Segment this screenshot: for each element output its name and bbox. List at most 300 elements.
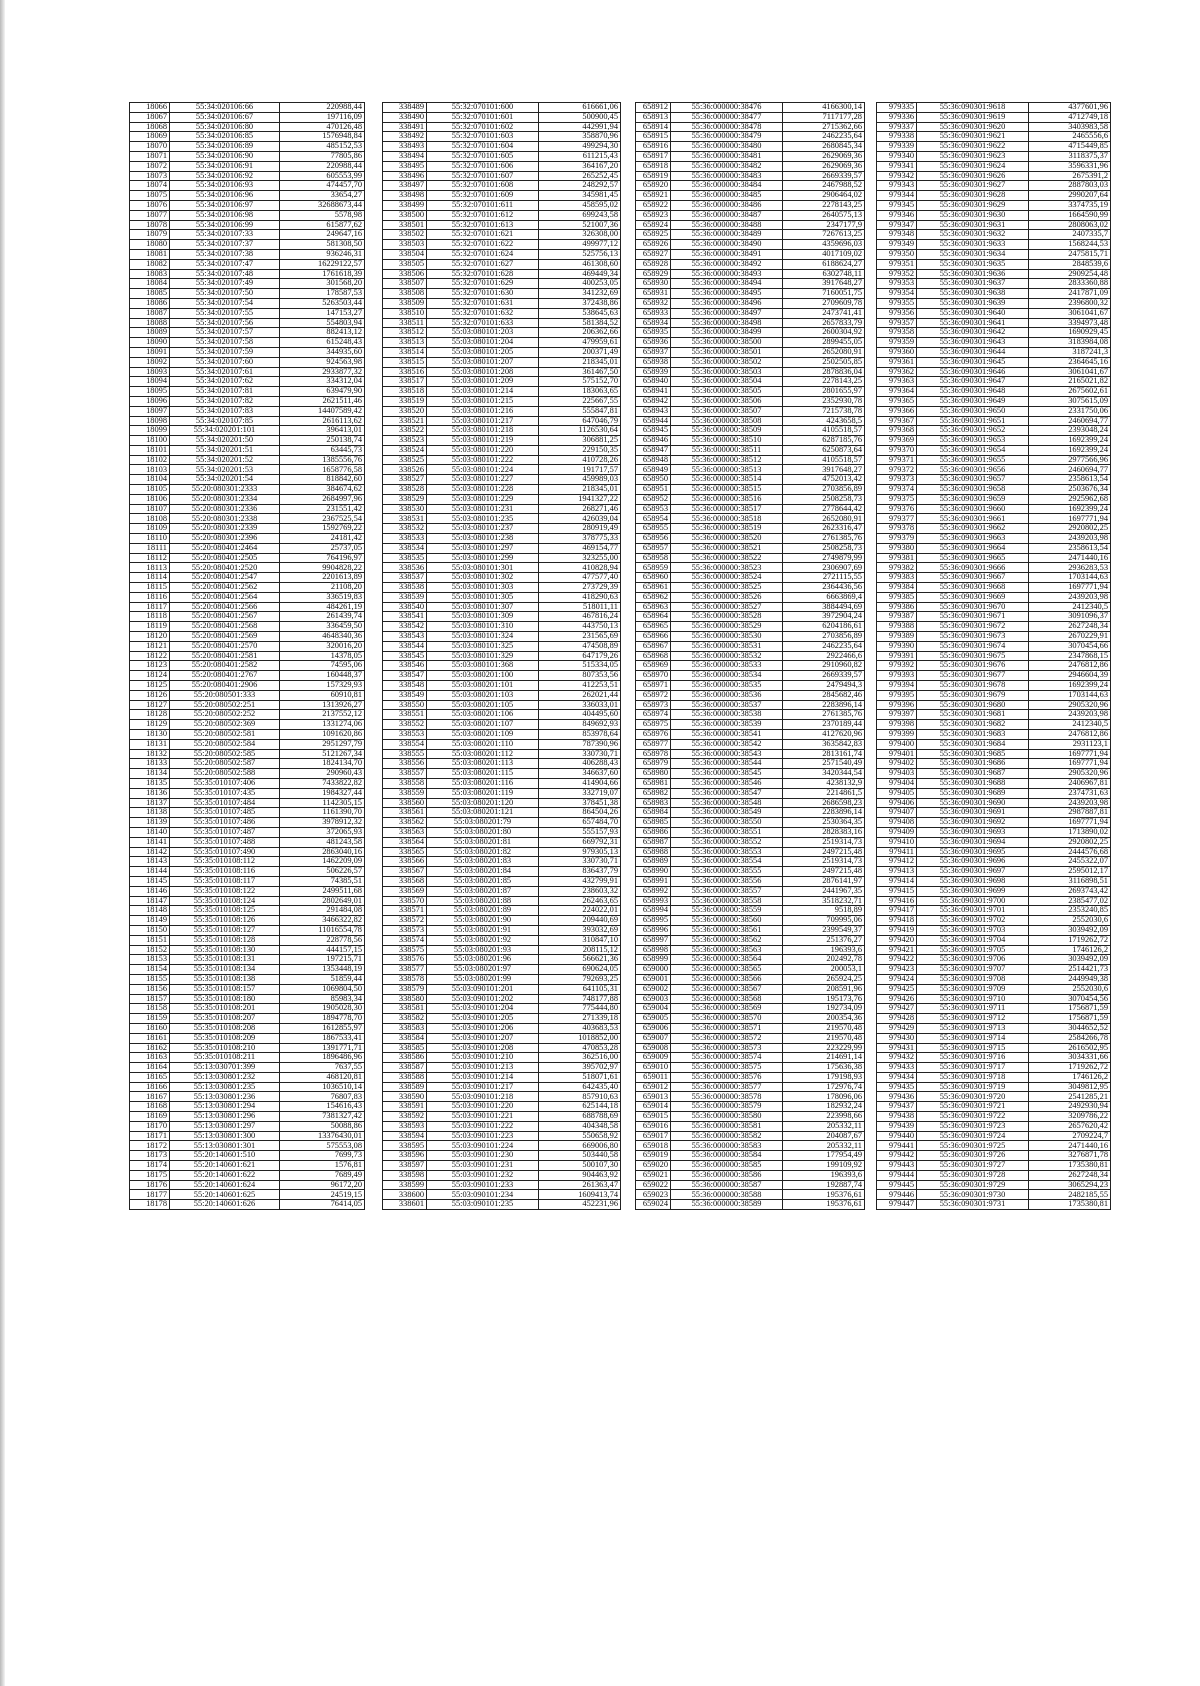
cadastral-number: 55:03:080201:87	[427, 886, 539, 896]
cadastral-number: 55:03:090101:230	[427, 1151, 539, 1161]
table-row	[383, 984, 621, 994]
cadastral-number: 55:03:080101:205	[427, 347, 539, 357]
table-row	[877, 935, 1111, 945]
cadastral-number: 55:36:000000:38539	[671, 720, 783, 730]
cadastral-value: 301568,20	[280, 279, 365, 289]
row-number: 659009	[636, 1053, 671, 1063]
row-number: 18135	[130, 778, 170, 788]
table-row	[636, 367, 865, 377]
table-row	[383, 279, 621, 289]
cadastral-number: 55:34:020107:33	[170, 230, 280, 240]
cadastral-number: 55:34:020201:52	[170, 455, 280, 465]
cadastral-number: 55:36:090301:9694	[917, 837, 1029, 847]
table-row	[636, 837, 865, 847]
row-number: 18124	[130, 671, 170, 681]
cadastral-value: 2675602,61	[1029, 387, 1111, 397]
row-number: 658979	[636, 759, 671, 769]
table-row	[877, 925, 1111, 935]
row-number: 338497	[383, 181, 427, 191]
cadastral-value: 7117177,28	[783, 112, 865, 122]
cadastral-number: 55:36:090301:9626	[917, 171, 1029, 181]
row-number: 979406	[877, 798, 917, 808]
table-row	[877, 1072, 1111, 1082]
cadastral-value: 192734,09	[783, 1004, 865, 1014]
row-number: 338510	[383, 308, 427, 318]
cadastral-number: 55:36:000000:38513	[671, 465, 783, 475]
row-number: 659024	[636, 1200, 671, 1210]
table-row	[636, 220, 865, 230]
cadastral-value: 2670229,91	[1029, 632, 1111, 642]
row-number: 658928	[636, 259, 671, 269]
row-number: 18159	[130, 1014, 170, 1024]
table-row	[130, 808, 365, 818]
table-row	[877, 200, 1111, 210]
table-row	[877, 1092, 1111, 1102]
cadastral-value: 2931123,1	[1029, 739, 1111, 749]
table-row	[877, 955, 1111, 965]
row-number: 338598	[383, 1170, 427, 1180]
cadastral-number: 55:36:000000:38535	[671, 681, 783, 691]
row-number: 338518	[383, 387, 427, 397]
cadastral-value: 4166300,14	[783, 103, 865, 113]
cadastral-number: 55:36:000000:38528	[671, 612, 783, 622]
row-number: 979364	[877, 387, 917, 397]
row-number: 18085	[130, 289, 170, 299]
row-number: 979434	[877, 1072, 917, 1082]
cadastral-value: 404348,58	[539, 1121, 621, 1131]
cadastral-number: 55:36:000000:38492	[671, 259, 783, 269]
table-row	[877, 818, 1111, 828]
cadastral-number: 55:34:020106:97	[170, 200, 280, 210]
table-row	[130, 1141, 365, 1151]
table-row	[383, 847, 621, 857]
cadastral-value: 1756871,59	[1029, 1004, 1111, 1014]
cadastral-number: 55:34:020106:90	[170, 151, 280, 161]
table-row	[877, 1112, 1111, 1122]
table-row	[636, 161, 865, 171]
row-number: 979338	[877, 132, 917, 142]
row-number: 18088	[130, 318, 170, 328]
cadastral-number: 55:36:000000:38531	[671, 641, 783, 651]
row-number: 658925	[636, 230, 671, 240]
cadastral-number: 55:32:070101:621	[427, 230, 539, 240]
cadastral-number: 55:36:090301:9668	[917, 583, 1029, 593]
row-number: 979367	[877, 416, 917, 426]
row-number: 658960	[636, 573, 671, 583]
cadastral-value: 2412340,5	[1029, 602, 1111, 612]
cadastral-number: 55:36:000000:38477	[671, 112, 783, 122]
row-number: 18095	[130, 387, 170, 397]
table-row	[636, 612, 865, 622]
cadastral-number: 55:35:010107:485	[170, 808, 280, 818]
table-row	[636, 534, 865, 544]
row-number: 338499	[383, 200, 427, 210]
row-number: 979420	[877, 935, 917, 945]
cadastral-value: 2657620,42	[1029, 1121, 1111, 1131]
cadastral-value: 481243,58	[280, 837, 365, 847]
cadastral-value: 209440,69	[539, 916, 621, 926]
cadastral-value: 442991,94	[539, 122, 621, 132]
cadastral-value: 3044652,52	[1029, 1023, 1111, 1033]
table-row	[130, 573, 365, 583]
cadastral-value: 2616113,62	[280, 416, 365, 426]
row-number: 659013	[636, 1092, 671, 1102]
cadastral-value: 2358613,54	[1029, 475, 1111, 485]
row-number: 18148	[130, 906, 170, 916]
cadastral-number: 55:36:000000:38525	[671, 583, 783, 593]
table-row	[383, 916, 621, 926]
cadastral-number: 55:36:090301:9667	[917, 573, 1029, 583]
cadastral-value: 2364645,16	[1029, 357, 1111, 367]
table-row	[636, 700, 865, 710]
cadastral-number: 55:36:000000:38479	[671, 132, 783, 142]
table-row	[383, 416, 621, 426]
cadastral-number: 55:03:080201:110	[427, 739, 539, 749]
cadastral-number: 55:20:140601:622	[170, 1170, 280, 1180]
table-row	[636, 396, 865, 406]
cadastral-number: 55:36:000000:38484	[671, 181, 783, 191]
table-row	[877, 318, 1111, 328]
row-number: 979372	[877, 465, 917, 475]
cadastral-number: 55:03:090101:234	[427, 1190, 539, 1200]
table-row	[636, 681, 865, 691]
cadastral-value: 2703856,89	[783, 485, 865, 495]
cadastral-value: 2652080,91	[783, 347, 865, 357]
cadastral-number: 55:36:000000:38495	[671, 289, 783, 299]
cadastral-value: 24519,15	[280, 1190, 365, 1200]
cadastral-number: 55:36:000000:38529	[671, 622, 783, 632]
cadastral-value: 414904,66	[539, 778, 621, 788]
table-row	[383, 485, 621, 495]
row-number: 658973	[636, 700, 671, 710]
cadastral-number: 55:36:000000:38543	[671, 749, 783, 759]
table-row	[383, 818, 621, 828]
row-number: 659023	[636, 1190, 671, 1200]
table-row	[383, 681, 621, 691]
table-row	[877, 220, 1111, 230]
row-number: 18076	[130, 200, 170, 210]
cadastral-number: 55:36:000000:38536	[671, 690, 783, 700]
cadastral-number: 55:20:140601:626	[170, 1200, 280, 1210]
cadastral-value: 2519314,73	[783, 837, 865, 847]
table-row	[383, 426, 621, 436]
cadastral-number: 55:34:020107:82	[170, 396, 280, 406]
row-number: 338553	[383, 730, 427, 740]
table-row	[636, 955, 865, 965]
table-row	[130, 112, 365, 122]
table-row	[877, 1141, 1111, 1151]
row-number: 338517	[383, 377, 427, 387]
row-number: 979336	[877, 112, 917, 122]
row-number: 979350	[877, 249, 917, 259]
cadastral-number: 55:36:090301:9693	[917, 827, 1029, 837]
row-number: 658986	[636, 827, 671, 837]
cadastral-value: 2444576,68	[1029, 847, 1111, 857]
cadastral-value: 76414,05	[280, 1200, 365, 1210]
cadastral-number: 55:36:090301:9730	[917, 1190, 1029, 1200]
table-row	[877, 876, 1111, 886]
table-row	[636, 1072, 865, 1082]
cadastral-value: 183063,65	[539, 387, 621, 397]
cadastral-value: 202492,78	[783, 955, 865, 965]
row-number: 18170	[130, 1121, 170, 1131]
row-number: 18114	[130, 573, 170, 583]
table-row	[877, 387, 1111, 397]
cadastral-value: 550658,92	[539, 1131, 621, 1141]
cadastral-value: 229150,35	[539, 445, 621, 455]
row-number: 18093	[130, 367, 170, 377]
registry-table-column-1	[129, 102, 365, 1210]
cadastral-value: 709995,06	[783, 916, 865, 926]
row-number: 338571	[383, 906, 427, 916]
cadastral-number: 55:36:090301:9689	[917, 788, 1029, 798]
table-row	[383, 171, 621, 181]
cadastral-value: 24181,42	[280, 534, 365, 544]
table-row	[130, 1161, 365, 1171]
table-row	[383, 945, 621, 955]
cadastral-number: 55:36:000000:38497	[671, 308, 783, 318]
cadastral-value: 74595,06	[280, 661, 365, 671]
row-number: 658971	[636, 681, 671, 691]
row-number: 658998	[636, 945, 671, 955]
table-row	[636, 906, 865, 916]
cadastral-number: 55:35:010108:208	[170, 1023, 280, 1033]
row-number: 658974	[636, 710, 671, 720]
cadastral-number: 55:03:080101:302	[427, 573, 539, 583]
row-number: 658931	[636, 289, 671, 299]
cadastral-number: 55:03:080201:93	[427, 945, 539, 955]
cadastral-number: 55:36:000000:38504	[671, 377, 783, 387]
cadastral-number: 55:35:010108:209	[170, 1033, 280, 1043]
table-row	[383, 1023, 621, 1033]
table-row	[383, 455, 621, 465]
table-row	[383, 191, 621, 201]
row-number: 338593	[383, 1121, 427, 1131]
row-number: 659001	[636, 974, 671, 984]
row-number: 18067	[130, 112, 170, 122]
row-number: 338552	[383, 720, 427, 730]
cadastral-number: 55:03:080101:303	[427, 583, 539, 593]
table-row	[636, 151, 865, 161]
table-row	[877, 210, 1111, 220]
cadastral-value: 195173,76	[783, 994, 865, 1004]
row-number: 979382	[877, 563, 917, 573]
row-number: 658985	[636, 818, 671, 828]
table-row	[130, 465, 365, 475]
row-number: 18158	[130, 1004, 170, 1014]
table-row	[130, 1170, 365, 1180]
table-row	[636, 357, 865, 367]
table-row	[636, 651, 865, 661]
row-number: 979351	[877, 259, 917, 269]
cadastral-value: 3884494,69	[783, 602, 865, 612]
cadastral-value: 2214861,5	[783, 788, 865, 798]
table-row	[636, 847, 865, 857]
row-number: 979424	[877, 974, 917, 984]
row-number: 18162	[130, 1043, 170, 1053]
cadastral-number: 55:36:000000:38546	[671, 778, 783, 788]
cadastral-value: 2530364,35	[783, 818, 865, 828]
cadastral-number: 55:35:010107:486	[170, 818, 280, 828]
cadastral-value: 669006,80	[539, 1141, 621, 1151]
cadastral-number: 55:35:010108:112	[170, 857, 280, 867]
cadastral-value: 290960,43	[280, 769, 365, 779]
cadastral-number: 55:34:020107:62	[170, 377, 280, 387]
cadastral-number: 55:03:080101:208	[427, 367, 539, 377]
cadastral-number: 55:34:020201:101	[170, 426, 280, 436]
table-row	[636, 739, 865, 749]
row-number: 979408	[877, 818, 917, 828]
row-number: 338511	[383, 318, 427, 328]
cadastral-value: 2352930,78	[783, 396, 865, 406]
row-number: 979440	[877, 1131, 917, 1141]
cadastral-number: 55:36:090301:9727	[917, 1161, 1029, 1171]
table-row	[130, 1112, 365, 1122]
table-row	[383, 1014, 621, 1024]
cadastral-value: 2887803,03	[1029, 181, 1111, 191]
cadastral-number: 55:35:010108:210	[170, 1043, 280, 1053]
cadastral-number: 55:36:090301:9633	[917, 240, 1029, 250]
cadastral-number: 55:03:080101:228	[427, 485, 539, 495]
table-row	[130, 504, 365, 514]
table-row	[636, 896, 865, 906]
table-row	[877, 837, 1111, 847]
table-row	[636, 1151, 865, 1161]
row-number: 18131	[130, 739, 170, 749]
cadastral-number: 55:20:080401:2767	[170, 671, 280, 681]
cadastral-value: 214691,14	[783, 1053, 865, 1063]
cadastral-value: 2905320,96	[1029, 700, 1111, 710]
table-row	[130, 191, 365, 201]
table-row	[636, 974, 865, 984]
cadastral-number: 55:36:090301:9685	[917, 749, 1029, 759]
row-number: 658962	[636, 592, 671, 602]
cadastral-value: 458595,02	[539, 200, 621, 210]
row-number: 338531	[383, 514, 427, 524]
row-number: 979360	[877, 347, 917, 357]
cadastral-value: 904463,92	[539, 1170, 621, 1180]
cadastral-value: 2417871,09	[1029, 289, 1111, 299]
row-number: 338524	[383, 445, 427, 455]
row-number: 658954	[636, 514, 671, 524]
cadastral-number: 55:36:090301:9683	[917, 730, 1029, 740]
cadastral-value: 1036510,14	[280, 1082, 365, 1092]
row-number: 979374	[877, 485, 917, 495]
cadastral-value: 4105518,57	[783, 455, 865, 465]
cadastral-number: 55:36:090301:9642	[917, 328, 1029, 338]
cadastral-value: 406288,43	[539, 759, 621, 769]
table-row	[636, 230, 865, 240]
table-row	[383, 1200, 621, 1210]
cadastral-number: 55:36:090301:9703	[917, 925, 1029, 935]
table-row	[636, 641, 865, 651]
cadastral-value: 2652080,91	[783, 514, 865, 524]
row-number: 338550	[383, 700, 427, 710]
cadastral-number: 55:36:000000:38549	[671, 808, 783, 818]
cadastral-value: 177954,49	[783, 1151, 865, 1161]
row-number: 979396	[877, 700, 917, 710]
cadastral-value: 1746126,2	[1029, 945, 1111, 955]
table-row	[130, 181, 365, 191]
cadastral-value: 2475815,71	[1029, 249, 1111, 259]
cadastral-number: 55:03:090101:233	[427, 1180, 539, 1190]
cadastral-value: 1568244,53	[1029, 240, 1111, 250]
row-number: 658930	[636, 279, 671, 289]
row-number: 979423	[877, 965, 917, 975]
cadastral-value: 2629069,36	[783, 161, 865, 171]
table-row	[877, 827, 1111, 837]
cadastral-value: 2680845,34	[783, 142, 865, 152]
table-row	[130, 769, 365, 779]
cadastral-number: 55:03:090101:213	[427, 1063, 539, 1073]
scan-edge-shadow	[0, 0, 5, 1686]
table-row	[383, 396, 621, 406]
cadastral-number: 55:34:020107:59	[170, 347, 280, 357]
table-row	[130, 622, 365, 632]
cadastral-number: 55:36:090301:9704	[917, 935, 1029, 945]
cadastral-number: 55:35:010108:180	[170, 994, 280, 1004]
cadastral-value: 669792,31	[539, 837, 621, 847]
cadastral-value: 265924,25	[783, 974, 865, 984]
table-row	[383, 730, 621, 740]
cadastral-number: 55:36:000000:38577	[671, 1082, 783, 1092]
cadastral-value: 1735380,81	[1029, 1200, 1111, 1210]
row-number: 979363	[877, 377, 917, 387]
table-row	[130, 651, 365, 661]
cadastral-value: 2347868,15	[1029, 651, 1111, 661]
cadastral-number: 55:20:080301:2333	[170, 485, 280, 495]
table-row	[383, 778, 621, 788]
cadastral-number: 55:36:090301:9622	[917, 142, 1029, 152]
table-row	[383, 1141, 621, 1151]
cadastral-number: 55:20:080401:2566	[170, 602, 280, 612]
row-number: 658952	[636, 494, 671, 504]
row-number: 338530	[383, 504, 427, 514]
cadastral-value: 2482185,55	[1029, 1190, 1111, 1200]
table-row	[877, 151, 1111, 161]
cadastral-number: 55:35:010108:116	[170, 867, 280, 877]
table-row	[636, 347, 865, 357]
row-number: 338585	[383, 1043, 427, 1053]
cadastral-number: 55:03:080201:99	[427, 974, 539, 984]
table-row	[877, 583, 1111, 593]
cadastral-value: 2449949,38	[1029, 974, 1111, 984]
table-row	[383, 788, 621, 798]
row-number: 18127	[130, 700, 170, 710]
cadastral-number: 55:36:000000:38516	[671, 494, 783, 504]
cadastral-value: 219570,48	[783, 1023, 865, 1033]
cadastral-number: 55:35:010107:435	[170, 788, 280, 798]
cadastral-number: 55:36:090301:9675	[917, 651, 1029, 661]
cadastral-value: 500900,45	[539, 112, 621, 122]
row-number: 338498	[383, 191, 427, 201]
table-row	[877, 485, 1111, 495]
cadastral-number: 55:03:080201:80	[427, 827, 539, 837]
table-row	[877, 338, 1111, 348]
cadastral-number: 55:36:090301:9723	[917, 1121, 1029, 1131]
table-row	[636, 1170, 865, 1180]
table-row	[636, 671, 865, 681]
cadastral-number: 55:32:070101:605	[427, 151, 539, 161]
cadastral-number: 55:34:020201:50	[170, 436, 280, 446]
row-number: 338540	[383, 602, 427, 612]
table-row	[130, 739, 365, 749]
cadastral-value: 1713890,02	[1029, 827, 1111, 837]
table-row	[636, 808, 865, 818]
cadastral-value: 323255,00	[539, 553, 621, 563]
cadastral-number: 55:20:140601:510	[170, 1151, 280, 1161]
table-row	[383, 974, 621, 984]
